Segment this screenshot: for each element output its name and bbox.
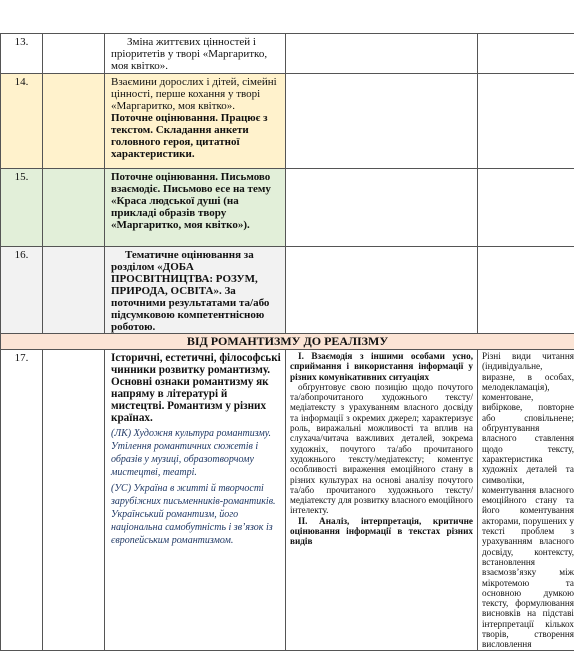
topic-cell xyxy=(105,247,286,334)
row-number: 16. xyxy=(1,247,43,334)
competence-heading-2: ІІ. Аналіз, інтерпретація, критичне оцінювання інформації в текстах різних видів xyxy=(290,516,473,547)
topic-text: Зміна життєвих цінностей і пріоритетів у творі «Маргаритко, моя квітко». xyxy=(111,36,282,72)
table-row xyxy=(1,74,574,169)
topic-bold-text: Історичні, естетичні, філософські чинники розвитку романтизму. Основні ознаки романтизму як напряму в літературі й мистецтві. Романтизм у різних країнах. xyxy=(111,352,282,424)
topic-text: Взаємини дорослих і дітей, сімейні цінності, перше кохання у творі «Маргаритко, моя квітко». xyxy=(111,76,282,112)
table-row xyxy=(1,34,574,74)
table-row xyxy=(1,169,574,247)
assessment-text: Поточне оцінювання. Працює з текстом. Складання анкети головного героя, цитатної характеристики. xyxy=(111,112,282,160)
row-number: 17. xyxy=(1,350,43,651)
empty-cell xyxy=(43,34,105,74)
empty-cell xyxy=(43,350,105,651)
empty-cell xyxy=(43,169,105,247)
empty-cell xyxy=(478,74,574,169)
section-title: ВІД РОМАНТИЗМУ ДО РЕАЛІЗМУ xyxy=(1,334,574,350)
empty-cell xyxy=(286,34,478,74)
topic-cell xyxy=(105,169,286,247)
row-number: 13. xyxy=(1,34,43,74)
empty-cell xyxy=(286,247,478,334)
topic-cell xyxy=(105,34,286,74)
table-row xyxy=(1,247,574,334)
lk-text: (ЛК) Художня культура романтизму. Утілення романтичних сюжетів і образів у музиці, образотворчому мистецтві, театрі. xyxy=(111,427,282,479)
table-row xyxy=(1,350,574,651)
assessment-text: Тематичне оцінювання за розділом «ДОБА ПРОСВІТНИЦТВА: РОЗУМ, ПРИРОДА, ОСВІТА». За поточними результатами та/або підсумковою компетентнісною роботою. xyxy=(111,249,282,333)
empty-cell xyxy=(286,169,478,247)
topic-cell xyxy=(105,74,286,169)
row-number: 15. xyxy=(1,169,43,247)
empty-cell xyxy=(478,169,574,247)
competence-cell xyxy=(286,350,478,651)
empty-cell xyxy=(478,247,574,334)
activities-text: Різні види читання (індивідуальне, виразне, в особах, мелодекламація), коментоване, вибіркове, повторне або сповільнене; обґрунтування власного ставлення щодо тексту, характеристика художніх деталей та символіки, коментування власного емоційного стану та його коментування акторами, порушених у тексті проблем з урахуванням власного досвіду, контексту, встановлення взаємозв’язку між мікротемою та основною думкою тексту, формулювання висновків на підставі інтерпретації кількох творів, створення висловлення xyxy=(482,351,574,650)
competence-body: обґрунтовує свою позицію щодо почутого та/абопрочитаного художнього тексту/медіатексту з урахуванням власного досвіду та інформації з окремих джерел; характеризує роль, виражальні можливості та вплив на слухача/читача важливих деталей, зокрема художніх, почутого та/або прочитаного художнього тексту/медіатексту; коментує особливості вираження емоційного стану в різних культурах на основі аналізу почутого та/або прочитаного художнього тексту/медіатексту для розвитку власного емоційного інтелекту. xyxy=(290,382,473,516)
section-row xyxy=(1,334,574,350)
row-number: 14. xyxy=(1,74,43,169)
topic-cell xyxy=(105,350,286,651)
empty-cell xyxy=(43,247,105,334)
assessment-text: Поточне оцінювання. Письмово взаємодіє. Письмово есе на тему «Краса людської душі (на прикладі образів твору «Маргаритко, моя квітко»). xyxy=(111,171,282,231)
curriculum-table xyxy=(0,33,574,651)
activities-cell xyxy=(478,350,574,651)
competence-heading-1: І. Взаємодія з іншими особами усно, сприймання і використання інформації у різних комунікативних ситуаціях xyxy=(290,351,473,382)
empty-cell xyxy=(286,74,478,169)
us-text: (УС) Україна в житті й творчості зарубіжних письменників-романтиків. Український романтизм, його національна самобутність і зв’язок із європейським романтизмом. xyxy=(111,482,282,547)
empty-cell xyxy=(43,74,105,169)
empty-cell xyxy=(478,34,574,74)
